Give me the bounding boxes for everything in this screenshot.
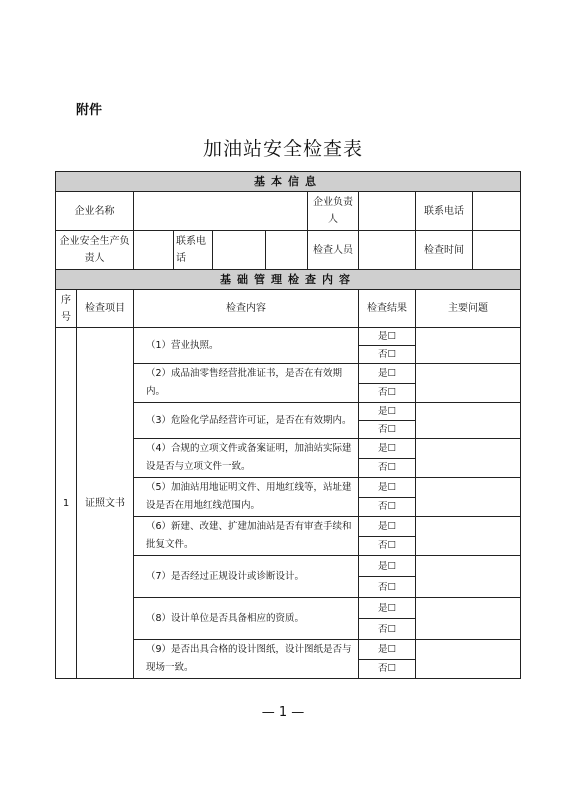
content-column-header: 检查内容	[134, 290, 359, 328]
result-no-checkbox-6[interactable]: 否☐	[359, 536, 416, 556]
issue-field-7[interactable]	[416, 556, 521, 598]
safety-leader-label: 企业安全生产负责人	[56, 231, 134, 270]
issue-field-9[interactable]	[416, 640, 521, 679]
result-yes-checkbox-2[interactable]: 是☐	[359, 364, 416, 384]
basic-info-section-header: 基本信息	[56, 172, 521, 192]
check-content-6: （6）新建、改建、扩建加油站是否有审查手续和批复文件。	[134, 517, 359, 556]
result-yes-checkbox-6[interactable]: 是☐	[359, 517, 416, 537]
inspector-label: 检查人员	[307, 231, 358, 269]
contact-phone-field-2[interactable]	[213, 231, 265, 269]
item-column-header: 检查项目	[77, 290, 134, 328]
issue-field-2[interactable]	[416, 364, 521, 403]
check-content-1: （1）营业执照。	[134, 328, 359, 364]
issue-field-8[interactable]	[416, 598, 521, 640]
inspection-time-cell	[416, 231, 521, 270]
seq-column-header: 序号	[56, 290, 77, 328]
result-yes-checkbox-9[interactable]: 是☐	[359, 640, 416, 660]
result-no-checkbox-4[interactable]: 否☐	[359, 458, 416, 478]
check-content-2: （2）成品油零售经营批准证书，是否在有效期内。	[134, 364, 359, 403]
inspector-spacer	[266, 231, 307, 269]
issues-column-header: 主要问题	[416, 290, 521, 328]
result-no-checkbox-9[interactable]: 否☐	[359, 659, 416, 679]
company-leader-field[interactable]	[359, 192, 416, 231]
group-seq: 1	[56, 328, 77, 679]
check-content-5: （5）加油站用地证明文件、用地红线等，站址建设是否在用地红线范围内。	[134, 478, 359, 517]
contact-phone-cell-2	[174, 231, 266, 270]
company-leader-label: 企业负责人	[308, 192, 359, 231]
inspector-field[interactable]	[359, 231, 416, 270]
issue-field-4[interactable]	[416, 439, 521, 478]
issue-field-1[interactable]	[416, 328, 521, 364]
group-item-label: 证照文书	[77, 328, 134, 679]
issue-field-5[interactable]	[416, 478, 521, 517]
attachment-label: 附件	[76, 103, 103, 118]
result-no-checkbox-8[interactable]: 否☐	[359, 619, 416, 640]
issue-field-6[interactable]	[416, 517, 521, 556]
safety-leader-field[interactable]	[134, 231, 174, 270]
inspector-cell	[266, 231, 359, 270]
check-content-3: （3）危险化学品经营许可证，是否在有效期内。	[134, 403, 359, 439]
management-section-header: 基础管理检查内容	[56, 270, 521, 290]
result-no-checkbox-7[interactable]: 否☐	[359, 577, 416, 598]
contact-phone-cell-1	[416, 192, 521, 231]
check-content-8: （8）设计单位是否具备相应的资质。	[134, 598, 359, 640]
page-number: — 1 —	[261, 705, 305, 720]
result-yes-checkbox-4[interactable]: 是☐	[359, 439, 416, 459]
result-yes-checkbox-8[interactable]: 是☐	[359, 598, 416, 619]
check-content-9: （9）是否出具合格的设计图纸，设计图纸是否与现场一致。	[134, 640, 359, 679]
check-content-7: （7）是否经过正规设计或诊断设计。	[134, 556, 359, 598]
result-column-header: 检查结果	[359, 290, 416, 328]
result-yes-checkbox-5[interactable]: 是☐	[359, 478, 416, 498]
issue-field-3[interactable]	[416, 403, 521, 439]
inspection-time-field[interactable]	[473, 231, 520, 269]
result-yes-checkbox-7[interactable]: 是☐	[359, 556, 416, 577]
contact-phone-label-2: 联系电话	[174, 231, 213, 269]
result-yes-checkbox-1[interactable]: 是☐	[359, 328, 416, 346]
safety-inspection-table	[55, 171, 521, 679]
result-yes-checkbox-3[interactable]: 是☐	[359, 403, 416, 421]
inspection-time-label: 检查时间	[416, 231, 473, 269]
contact-phone-label-1: 联系电话	[416, 192, 473, 230]
result-no-checkbox-2[interactable]: 否☐	[359, 383, 416, 403]
company-name-label: 企业名称	[56, 192, 134, 231]
company-name-field[interactable]	[134, 192, 308, 231]
result-no-checkbox-1[interactable]: 否☐	[359, 346, 416, 364]
result-no-checkbox-3[interactable]: 否☐	[359, 421, 416, 439]
contact-phone-field-1[interactable]	[473, 192, 520, 230]
result-no-checkbox-5[interactable]: 否☐	[359, 497, 416, 517]
document-title: 加油站安全检查表	[202, 138, 363, 160]
check-content-4: （4）合规的立项文件或备案证明，加油站实际建设是否与立项文件一致。	[134, 439, 359, 478]
